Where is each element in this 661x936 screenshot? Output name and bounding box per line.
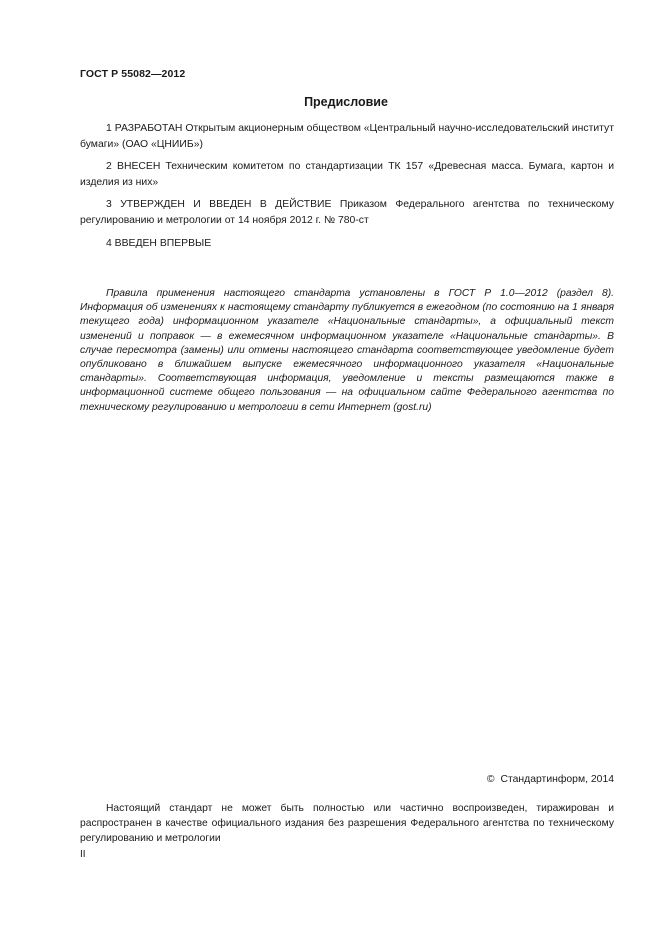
preface-item-number: 2 bbox=[106, 161, 112, 172]
preface-item-text: ВВЕДЕН ВПЕРВЫЕ bbox=[114, 238, 212, 249]
preface-item-2 bbox=[80, 159, 614, 190]
preface-item-number: 4 bbox=[106, 238, 112, 249]
preface-item-text: УТВЕРЖДЕН И ВВЕДЕН В ДЕЙСТВИЕ Приказом Федерального агентства по техническому регулированию и метрологии от 14 ноября 2012 г. № 780-ст bbox=[80, 199, 614, 226]
preface-item-4 bbox=[80, 236, 614, 252]
preface-item-text: ВНЕСЕН Техническим комитетом по стандартизации ТК 157 «Древесная масса. Бумага, картон и изделия из них» bbox=[80, 161, 614, 188]
copyright-line bbox=[487, 774, 614, 785]
document-code: ГОСТ Р 55082—2012 bbox=[80, 68, 186, 80]
preface-item-number: 3 bbox=[106, 199, 112, 210]
copyright-text: Стандартинформ, 2014 bbox=[500, 774, 614, 785]
copyright-icon: © bbox=[486, 774, 495, 785]
application-rules-notice bbox=[80, 287, 614, 415]
preface-item-3 bbox=[80, 197, 614, 228]
preface-item-1 bbox=[80, 121, 614, 152]
application-rules-text: Правила применения настоящего стандарта установлены в ГОСТ Р 1.0—2012 (раздел 8). Информация об изменениях к настоящему стандарту публикуется в ежегодном (по состоянию на 1 января текущего года) информационном указателе «Национальные стандарты», а официальный текст изменений и поправок — в ежемесячном информационном указателе «Национальные стандарты». В случае пересмотра (замены) или отмены настоящего стандарта соответствующее уведомление будет опубликовано в ближайшем выпуске ежемесячного информационного указателя «Национальные стандарты». Соответствующая информация, уведомление и тексты размещаются также в информационной системе общего пользования — на официальном сайте Федерального агентства по техническому регулированию и метрологии в сети Интернет (gost.ru) bbox=[80, 288, 614, 413]
page-title: Предисловие bbox=[304, 95, 388, 109]
preface-item-number: 1 bbox=[106, 123, 112, 134]
page-number: II bbox=[80, 849, 86, 860]
reproduction-notice: Настоящий стандарт не может быть полностью или частично воспроизведен, тиражирован и распространен в качестве официального издания без разрешения Федерального агентства по техническому регулированию и метрологии bbox=[80, 803, 614, 844]
preface-item-text: РАЗРАБОТАН Открытым акционерным обществом «Центральный научно-исследовательский институт бумаги» (ОАО «ЦНИИБ») bbox=[80, 123, 615, 150]
